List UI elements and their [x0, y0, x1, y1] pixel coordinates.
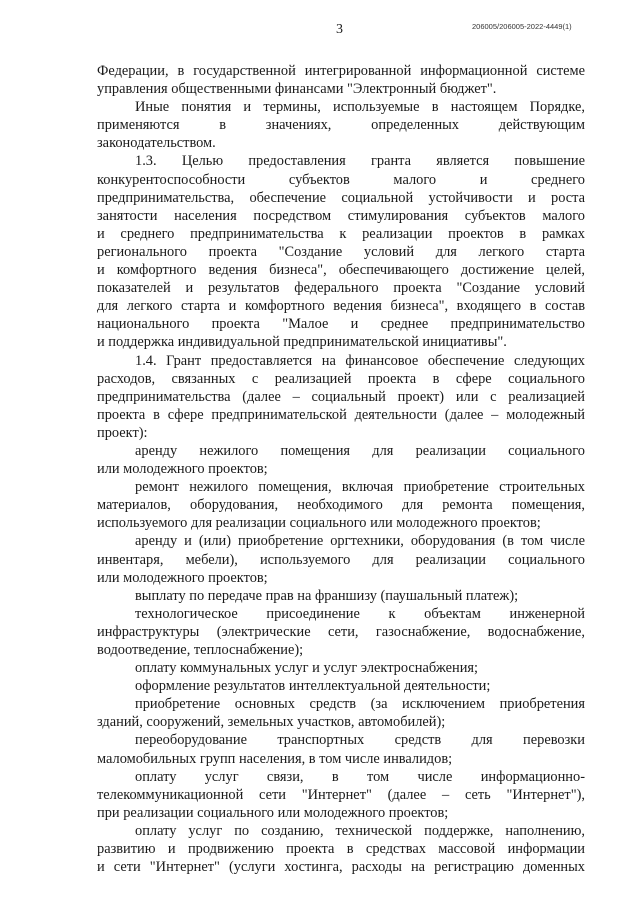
text-line: аренду и (или) приобретение оргтехники, оборудования (в том числе: [135, 533, 585, 550]
paragraph-franchise: [97, 587, 585, 605]
text-line: 1.4. Грант предоставляется на финансовое обеспечение следующих: [135, 352, 585, 369]
text-line: 1.3. Целью предоставления гранта является повышение: [135, 153, 585, 170]
text-line: применяются в значениях, определенных действующим: [97, 117, 585, 134]
paragraph-ip: [97, 677, 585, 695]
text-line: инвентаря, мебели), используемого для реализации социального: [97, 551, 585, 568]
text-line: приобретение основных средств (за исключением приобретения: [135, 696, 585, 713]
paragraph-terms: [97, 98, 585, 152]
text-line: показателей и результатов федерального проекта "Создание условий: [97, 280, 585, 297]
text-line: предпринимательства, обеспечение социальной устойчивости и роста: [97, 189, 585, 206]
paragraph-utilities: [97, 659, 585, 677]
document-id: 206005/206005-2022-4449(1): [472, 22, 572, 31]
paragraph-communication: [97, 768, 585, 822]
text-line: и среднего предпринимательства к реализации проектов в рамках: [97, 225, 585, 242]
text-line: или молодежного проектов;: [97, 461, 268, 478]
paragraph-media: [97, 822, 585, 876]
text-line: проект):: [97, 424, 148, 441]
text-line: маломобильных групп населения, в том числе инвалидов;: [97, 750, 453, 767]
text-line: инфраструктуры (электрические сети, газоснабжение, водоснабжение,: [97, 623, 585, 640]
text-line: оплату коммунальных услуг и услуг электроснабжения;: [135, 660, 479, 677]
text-line: технологическое присоединение к объектам инженерной: [135, 605, 585, 622]
text-line: законодательством.: [97, 135, 216, 152]
text-line: водоотведение, теплоснабжение);: [97, 642, 304, 658]
text-line: развитию и продвижению проекта в средствах массовой информации: [97, 841, 585, 858]
text-line: для легкого старта и комфортного ведения бизнеса", входящего в состав: [97, 298, 585, 315]
paragraph-1-4: [97, 352, 585, 442]
text-line: Федерации, в государственной интегрированной информационной системе: [97, 63, 585, 79]
text-line: проекта в сфере предпринимательской деятельности (далее – молодежный: [97, 406, 585, 423]
text-line: или молодежного проектов;: [97, 569, 268, 586]
text-line: предпринимательства (далее – социальный проект) или с реализацией: [97, 388, 585, 405]
text-line: телекоммуникационной сети "Интернет" (далее – сеть "Интернет"),: [97, 786, 585, 803]
text-line: занятости населения посредством стимулирования субъектов малого: [97, 207, 585, 224]
text-line: при реализации социального или молодежного проектов;: [97, 804, 449, 821]
paragraph-rent: [97, 442, 585, 478]
text-line: зданий, сооружений, земельных участков, автомобилей);: [97, 714, 446, 731]
text-line: оплату услуг по созданию, технической поддержке, наполнению,: [135, 822, 585, 839]
paragraph-transport: [97, 731, 585, 767]
text-line: и поддержка индивидуальной предпринимательской инициативы".: [97, 334, 507, 351]
text-line: Иные понятия и термины, используемые в настоящем Порядке,: [135, 99, 585, 116]
text-line: оплату услуг связи, в том числе информационно-: [135, 768, 585, 785]
paragraph-equipment: [97, 532, 585, 586]
page-number: 3: [336, 22, 343, 37]
text-line: регионального проекта "Создание условий для легкого старта: [97, 243, 585, 260]
text-line: и сети "Интернет" (услуги хостинга, расходы на регистрацию доменных: [97, 859, 585, 876]
text-line: национального проекта "Малое и среднее предпринимательство: [97, 316, 585, 333]
paragraph-fixed-assets: [97, 695, 585, 731]
document-body: [97, 62, 585, 876]
paragraph-1-3: [97, 152, 585, 351]
paragraph-intro: [97, 62, 585, 98]
text-line: конкурентоспособности субъектов малого и среднего: [97, 171, 585, 188]
text-line: используемого для реализации социального или молодежного проектов;: [97, 515, 541, 532]
text-line: материалов, оборудования, необходимого для ремонта помещения,: [97, 497, 585, 514]
text-line: и комфортного ведения бизнеса", обеспечивающего достижение целей,: [97, 262, 585, 279]
paragraph-repair: [97, 478, 585, 532]
text-line: оформление результатов интеллектуальной деятельности;: [135, 678, 491, 695]
text-line: переоборудование транспортных средств для перевозки: [135, 732, 585, 749]
text-line: расходов, связанных с реализацией проекта в сфере социального: [97, 370, 585, 387]
text-line: управления общественными финансами "Электронный бюджет".: [97, 81, 497, 98]
text-line: аренду нежилого помещения для реализации социального: [135, 442, 585, 459]
paragraph-connection: [97, 605, 585, 659]
text-line: ремонт нежилого помещения, включая приобретение строительных: [135, 479, 585, 496]
text-line: выплату по передаче прав на франшизу (паушальный платеж);: [135, 587, 519, 604]
